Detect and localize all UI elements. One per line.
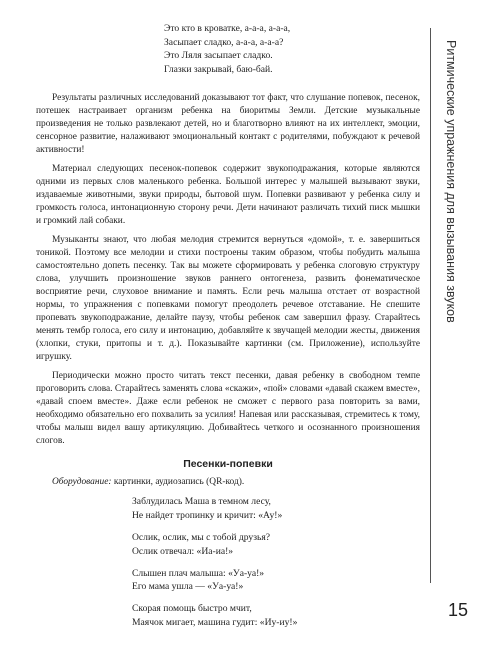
song-line: Заблудилась Маша в темном лесу,: [132, 496, 271, 508]
song: [132, 567, 420, 595]
song: [132, 495, 420, 523]
song-line: Ослик отвечал: «Иа-иа!»: [132, 545, 234, 557]
opening-verse: [164, 22, 420, 76]
paragraph: Материал следующих песенок-попевок содержит звукоподражания, которые являются одними из первых слов маленького ребенка. Большой интерес у малышей вызывают звуки, издаваемые животными, звуки природы, бытовой шум. Попевки развивают у ребенка силу и громкость голоса, интонационную сторону речи. Дети начинают различать тихий писк мышки и громкий лай собаки.: [36, 164, 420, 227]
paragraph: Периодически можно просто читать текст песенки, давая ребенку в свободном темпе проговорить слова. Старайтесь заменять слова «скажи», «пой» словами «давай скажем вместе», «давай споем вместе». Даже если ребенок не сможет с первого раза повторить за вами, необходимо обязательно его похвалить за усилия! Напевая или рассказывая, стремитесь к тому, чтобы малыш видел вашу артикуляцию. Добивайтесь четкого и осознанного произношения слогов.: [36, 371, 420, 447]
song-line: Скорая помощь быстро мчит,: [132, 603, 252, 615]
equipment-line: [52, 476, 420, 489]
paragraph: Результаты различных исследований доказывают тот факт, что слушание попевок, песенок, потешек настраивает организм ребенка на биоритмы Земли. Детские музыкальные произведения не только развлекают детей, но и благотворно влияют на их интеллект, эмоции, сенсорное развитие, налаживают эмоциональный контакт с родителями, побуждают к речевой активности!: [36, 93, 420, 156]
verse-line: Глазки закрывай, баю-бай.: [164, 63, 273, 75]
song-line: Не найдет тропинку и кричит: «Ау!»: [132, 510, 283, 522]
page-number: 15: [447, 600, 469, 620]
song: [132, 602, 420, 630]
side-divider: [430, 28, 431, 583]
paragraph: Музыканты знают, что любая мелодия стремится вернуться «домой», т. е. завершиться тоникой. Поэтому все мелодии и стихи построены таким образом, чтобы побудить малыша самостоятельно допеть песенку. Так вы можете сформировать у ребенка слоговую структуру слова, улучшить произношение звуков раннего онтогенеза, развить фонематическое восприятие речи, слуховое внимание и память. Если речь малыша отстает от возрастной нормы, то упражнения с попевками помогут преодолеть речевое отставание. Не спешите пропевать звукоподражание, делайте паузу, чтобы ребенок сам завершил фразу. Старайтесь менять тембр голоса, его силу и интонацию, добавляйте к звучащей мелодии жесты, движения (хлопки, стуки, притопы и т. д.). Показывайте картинки (см. Приложение), используйте игрушку.: [36, 235, 420, 363]
song: [132, 531, 420, 559]
side-running-title: [432, 40, 470, 580]
verse-line: Засыпает сладко, а-а-а, а-а-а?: [164, 36, 284, 48]
songs-list: [132, 495, 420, 629]
song-line: Слышен плач малыша: «Уа-уа!»: [132, 567, 265, 579]
section-title: Песенки-попевки: [183, 458, 273, 471]
verse-line: Это Ляля засыпает сладко.: [164, 50, 273, 62]
verse-line: Это кто в кроватке, а-а-а, а-а-а,: [164, 23, 291, 34]
song-line: Маячок мигает, машина гудит: «Иу-иу!»: [132, 616, 298, 628]
equipment-text: картинки, аудиозапись (QR-код).: [111, 477, 245, 488]
equipment-label: Оборудование:: [52, 477, 112, 488]
side-title-text: Ритмические упражнения для вызывания звуков: [444, 40, 458, 323]
song-line: Его мама ушла — «Уа-уа!»: [132, 581, 244, 593]
page-content: [36, 22, 420, 638]
song-line: Ослик, ослик, мы с тобой друзья?: [132, 531, 271, 543]
